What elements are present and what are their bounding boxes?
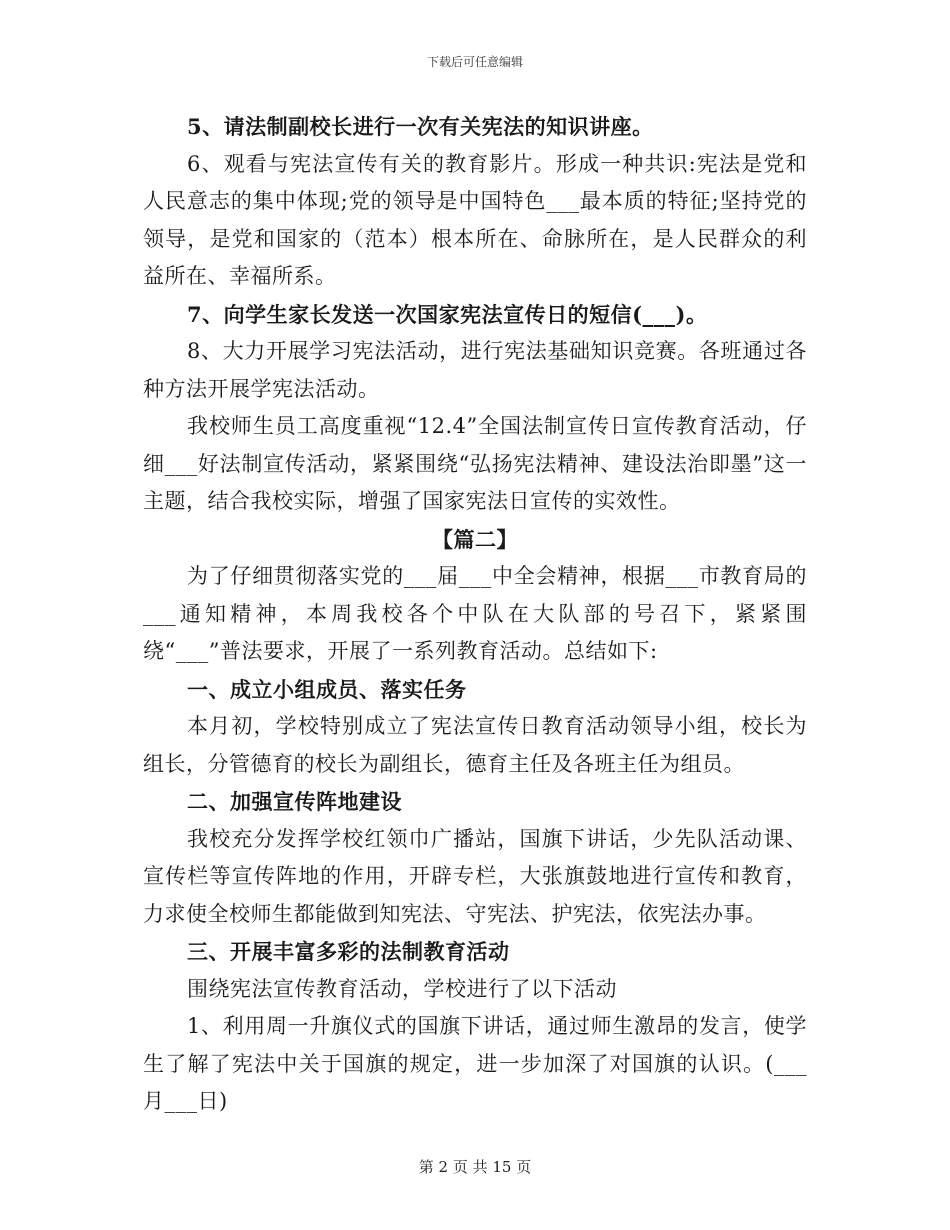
team-paragraph: 本月初，学校特别成立了宪法宣传日教育活动领导小组，校长为组长，分管德育的校长为副组长，德育主任及各班主任为组员。 [143, 714, 807, 776]
propaganda-paragraph: 我校充分发挥学校红领巾广播站，国旗下讲话，少先队活动课、宣传栏等宣传阵地的作用，开辟专栏，大张旗鼓地进行宣传和教育，力求使全校师生都能做到知宪法、守宪法、护宪法，依宪法办事。 [143, 826, 807, 926]
item-5-lecture: 5、请法制副校长进行一次有关宪法的知识讲座。 [187, 114, 654, 139]
heading-1-team: 一、成立小组成员、落实任务 [187, 676, 467, 702]
heading-3-activities: 三、开展丰富多彩的法制教育活动 [187, 939, 510, 964]
intro-paragraph: 为了仔细贯彻落实党的___届___中全会精神，根据___市教育局的___通知精神，本周我校各个中队在大队部的号召下，紧紧围绕“___”普法要求，开展了一系列教育活动。总结如下: [143, 564, 807, 663]
header-note: 下载后可任意编辑 [426, 55, 523, 69]
item-8-contest: 8、大力开展学习宪法活动，进行宪法基础知识竞赛。各班通过各种方法开展学宪法活动。 [143, 339, 807, 401]
summary-paragraph: 我校师生员工高度重视“12.4”全国法制宣传日宣传教育活动，仔细___好法制宣传活动，紧紧围绕“弘扬宪法精神、建设法治即墨”这一主题，结合我校实际，增强了国家宪法日宣传的实效性。 [143, 414, 807, 513]
section-heading-part-two: 【篇二】 [432, 526, 518, 552]
activities-intro: 围绕宪法宣传教育活动，学校进行了以下活动 [187, 976, 617, 1001]
heading-2-propaganda: 二、加强宣传阵地建设 [187, 789, 402, 814]
activity-1-flag-speech: 1、利用周一升旗仪式的国旗下讲话，通过师生激昂的发言，使学生了解了宪法中关于国旗的规定，进一步加深了对国旗的认识。(___月___日) [143, 1014, 807, 1113]
page-number: 第 2 页 共 15 页 [418, 1158, 532, 1176]
document-body [143, 108, 807, 1121]
item-6-film: 6、观看与宪法宣传有关的教育影片。形成一种共识:宪法是党和人民意志的集中体现;党的领导是中国特色___最本质的特征;坚持党的领导，是党和国家的（范本）根本所在、命脉所在，是人民群众的利益所在、幸福所系。 [143, 151, 807, 288]
item-7-sms: 7、向学生家长发送一次国家宪法宣传日的短信(___)。 [187, 301, 708, 327]
